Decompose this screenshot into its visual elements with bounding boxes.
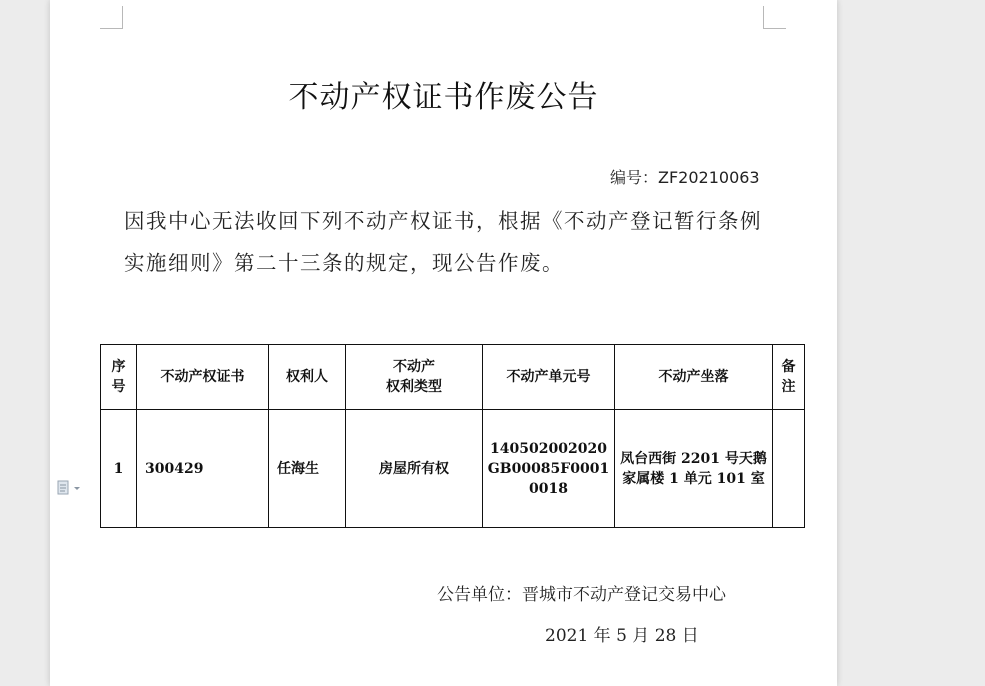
header-type-line2: 权利类型	[386, 379, 442, 395]
notice-body-text: 因我中心无法收回下列不动产权证书，根据《不动产登记暂行条例实施细则》第二十三条的规定，现公告作废。	[124, 209, 762, 275]
cell-right-type: 房屋所有权	[346, 410, 483, 528]
header-seq-line1: 序	[111, 359, 126, 375]
cell-remark	[773, 410, 805, 528]
page-corner-mark-top-left	[100, 6, 123, 29]
header-seq	[101, 345, 137, 410]
header-type-line1: 不动产	[393, 359, 435, 375]
cell-holder: 任海生	[269, 410, 346, 528]
header-remark-line1: 备	[781, 359, 796, 375]
cell-unit-no: 140502002020GB00085F00010018	[483, 410, 615, 528]
header-unit-no: 不动产单元号	[483, 345, 615, 410]
header-holder: 权利人	[269, 345, 346, 410]
notice-table	[100, 344, 805, 528]
header-certificate: 不动产权证书	[137, 345, 269, 410]
header-remark	[773, 345, 805, 410]
header-seq-line2: 号	[111, 379, 126, 395]
table-row	[101, 410, 805, 528]
table-header-row	[101, 345, 805, 410]
notice-date: 2021 年 5 月 28 日	[545, 626, 699, 646]
document-title: 不动产权证书作废公告	[288, 80, 599, 115]
header-location: 不动产坐落	[615, 345, 773, 410]
cell-seq: 1	[101, 410, 137, 528]
issuing-unit: 公告单位：晋城市不动产登记交易中心	[437, 585, 726, 605]
cell-certificate: 300429	[137, 410, 269, 528]
header-right-type	[346, 345, 483, 410]
page-corner-mark-top-right	[763, 6, 786, 29]
header-remark-line2: 注	[781, 379, 796, 395]
document-number: 编号：ZF20210063	[610, 168, 760, 187]
cell-location: 凤台西街 2201 号天鹅家属楼 1 单元 101 室	[615, 410, 773, 528]
paste-options-icon[interactable]	[57, 480, 83, 496]
document-page	[50, 0, 837, 686]
